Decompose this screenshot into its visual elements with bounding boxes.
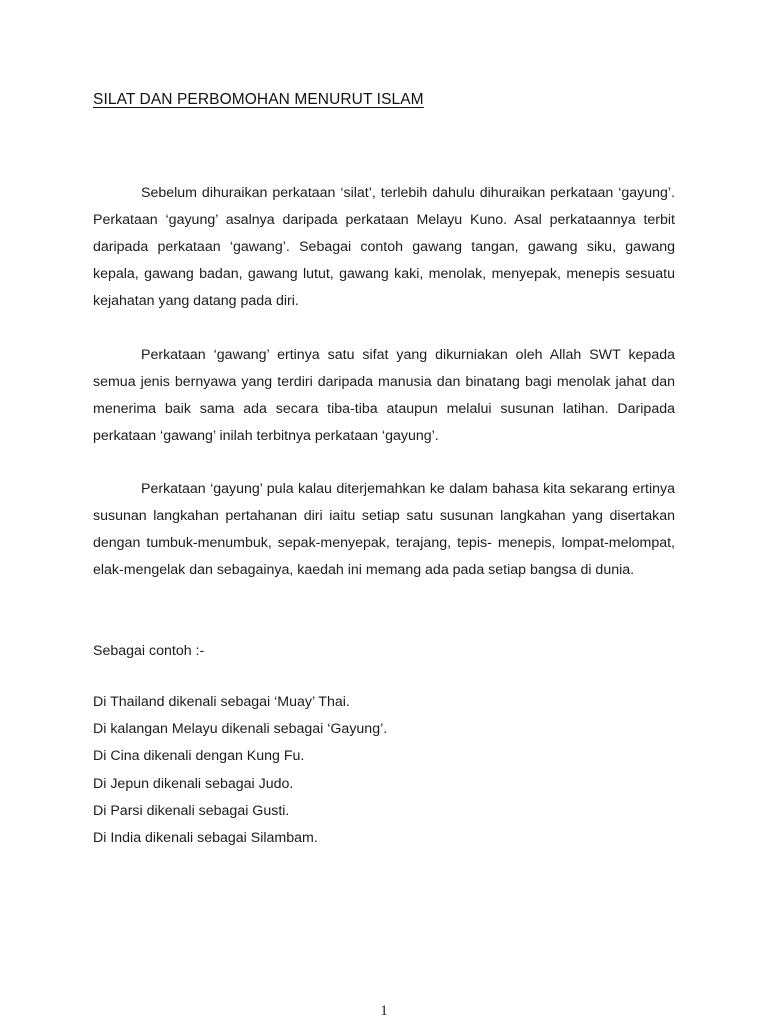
examples-label: Sebagai contoh :- bbox=[93, 643, 205, 659]
list-item-india: Di India dikenali sebagai Silambam. bbox=[93, 830, 318, 847]
list-item-thailand: Di Thailand dikenali sebagai ‘Muay’ Thai. bbox=[93, 694, 350, 710]
page-number: 1 bbox=[380, 1003, 388, 1019]
list-item-parsi: Di Parsi dikenali sebagai Gusti. bbox=[93, 802, 290, 819]
list-item-melayu: Di kalangan Melayu dikenali sebagai ‘Gayung’. bbox=[93, 721, 388, 738]
paragraph-gayung-translation: Perkataan ‘gayung’ pula kalau diterjemahkan ke dalam bahasa kita sekarang ertinya susunan langkahan pertahanan diri iaitu setiap satu susunan langkahan yang disertakan dengan tumbuk-menumbuk, sepak-menyepak, terajang, tepis- menepis, lompat-melompat, elak-mengelak dan sebagainya, kaedah ini memang ada pada setiap bangsa di dunia. bbox=[93, 481, 675, 578]
paragraph-gawang-meaning: Perkataan ‘gawang’ ertinya satu sifat yang dikurniakan oleh Allah SWT kepada semua jenis bernyawa yang terdiri daripada manusia dan binatang bagi menolak jahat dan menerima baik sama ada secara tiba-tiba ataupun melalui susunan latihan. Daripada perkataan ‘gawang’ inilah terbitnya perkataan ‘gayung’. bbox=[93, 347, 675, 444]
document-title: SILAT DAN PERBOMOHAN MENURUT ISLAM bbox=[93, 91, 424, 108]
list-item-cina: Di Cina dikenali dengan Kung Fu. bbox=[93, 748, 305, 765]
examples-list bbox=[93, 689, 387, 852]
list-item-jepun: Di Jepun dikenali sebagai Judo. bbox=[93, 775, 294, 792]
paragraph-gayung-origin: Sebelum dihuraikan perkataan ‘silat’, terlebih dahulu dihuraikan perkataan ‘gayung’. Perkataan ‘gayung’ asalnya daripada perkataan Melayu Kuno. Asal perkataannya terbit daripada perkataan ‘gawang’. Sebagai contoh gawang tangan, gawang siku, gawang kepala, gawang badan, gawang lutut, gawang kaki, menolak, menyepak, menepis sesuatu kejahatan yang datang pada diri. bbox=[93, 185, 675, 309]
